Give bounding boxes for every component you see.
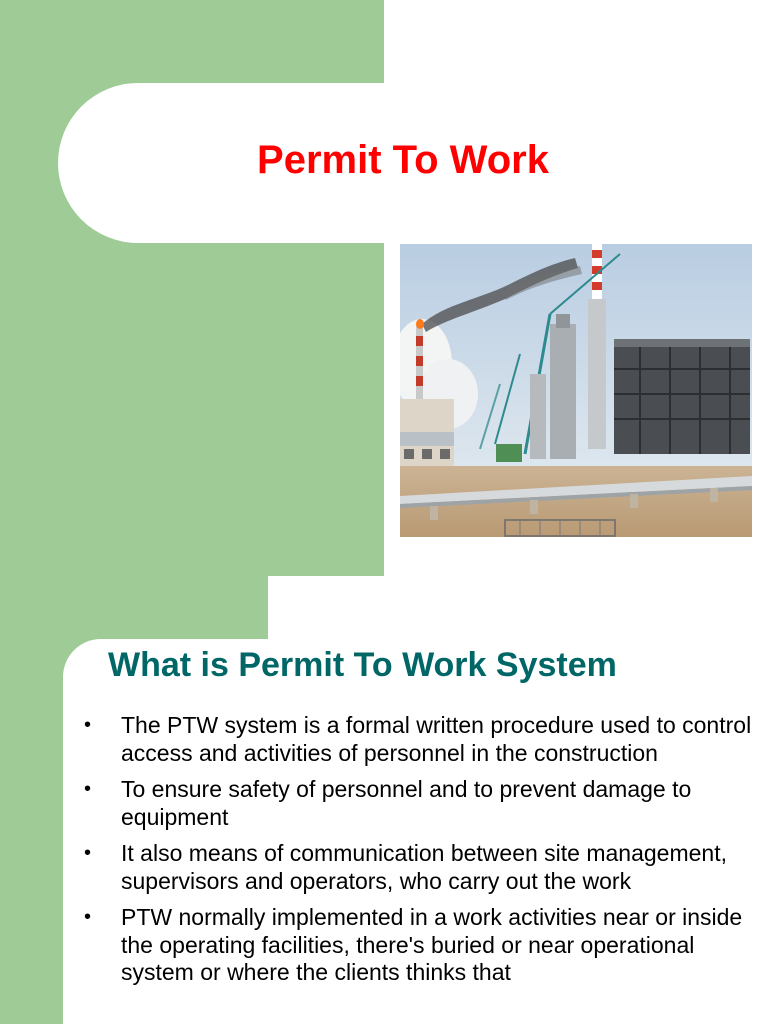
refinery-photo: [400, 244, 752, 537]
list-item: [84, 776, 754, 831]
list-item: [84, 840, 754, 895]
bullet-text: PTW normally implemented in a work activities near or inside the operating facilities, there's buried or near operational system or where the clients thinks that: [121, 904, 743, 985]
bullet-list: [84, 712, 754, 996]
list-item: [84, 712, 754, 767]
slide-title-text: Permit To Work: [257, 138, 549, 182]
bullet-icon: •: [84, 778, 92, 800]
bullet-icon: •: [84, 714, 92, 736]
bullet-text: The PTW system is a formal written procedure used to control access and activities of personnel in the construction: [121, 712, 752, 766]
bullet-text: To ensure safety of personnel and to prevent damage to equipment: [121, 776, 692, 830]
slide-ptw-system: [0, 576, 768, 1024]
bullet-icon: •: [84, 842, 92, 864]
bullet-icon: •: [84, 906, 92, 928]
bullet-text: It also means of communication between site management, supervisors and operators, who carry out the work: [121, 840, 727, 894]
list-item: [84, 904, 754, 987]
slide-heading: What is Permit To Work System: [108, 646, 617, 684]
